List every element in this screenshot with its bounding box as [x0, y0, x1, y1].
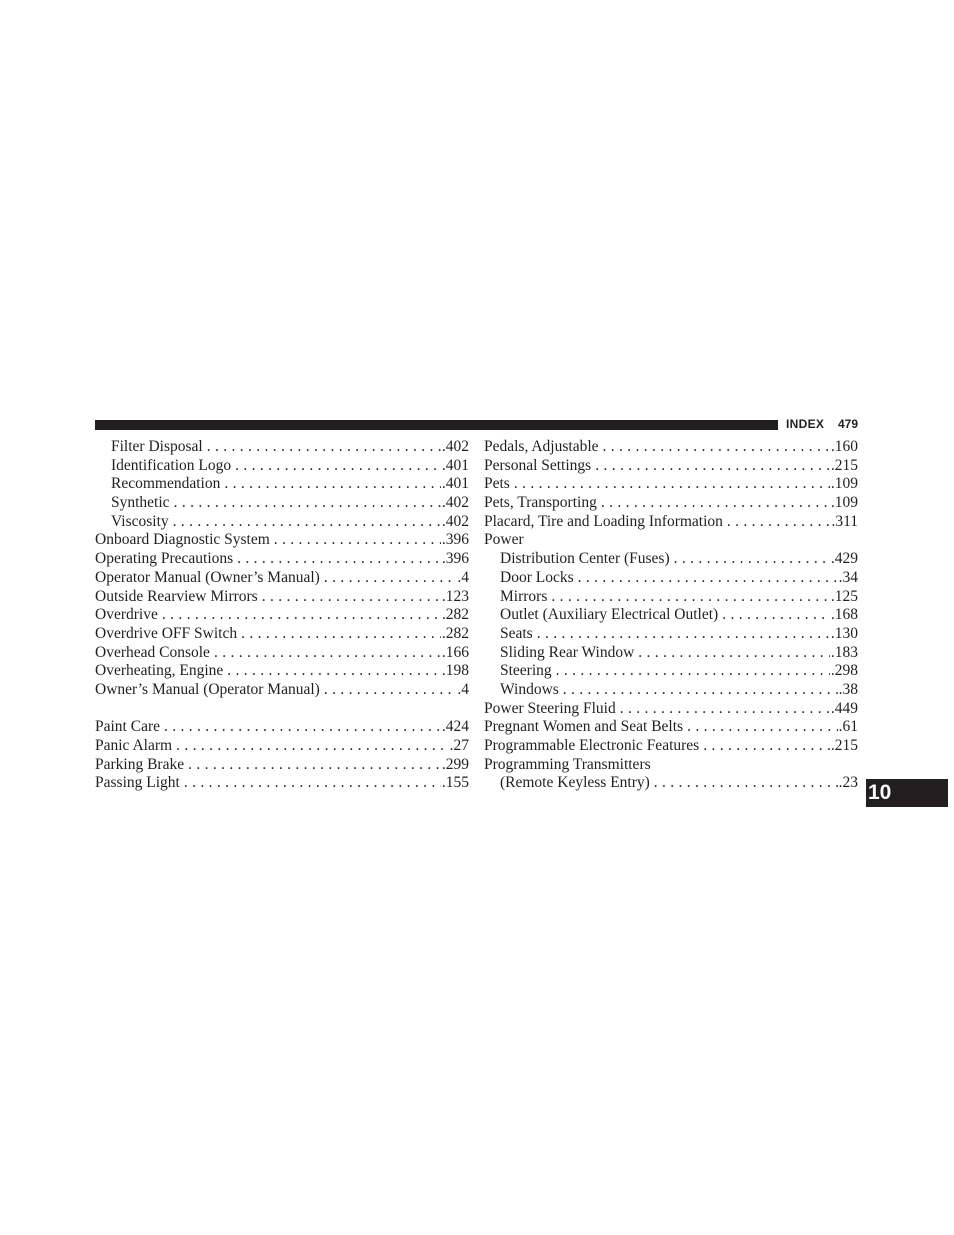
- index-entry-text: Distribution Center (Fuses): [500, 550, 670, 568]
- index-entry-text: Panic Alarm: [95, 737, 173, 754]
- dot-leader: [638, 644, 830, 663]
- index-entry: [484, 737, 858, 756]
- index-entry: [95, 588, 469, 607]
- index-entry-page: .402: [441, 494, 469, 512]
- index-entry: [484, 606, 858, 625]
- dot-leader: [241, 625, 441, 644]
- index-entry-page: .125: [830, 587, 858, 605]
- index-entry-text: Parking Brake: [95, 755, 185, 773]
- dot-leader: [603, 438, 830, 457]
- index-entry-text: Operator Manual (Owner’s Manual): [95, 568, 320, 586]
- index-entry-text: Windows: [500, 680, 559, 698]
- index-entry-page: .215: [830, 456, 858, 474]
- index-entry: [484, 475, 858, 494]
- index-entry: [484, 513, 858, 532]
- index-entry: [95, 606, 469, 625]
- header-rule: [95, 420, 778, 430]
- index-entry-page: .168: [830, 606, 858, 624]
- index-entry-text: (Remote Keyless Entry): [500, 774, 650, 792]
- index-entry-text: Mirrors: [500, 587, 548, 605]
- index-entry-page: .282: [441, 624, 469, 642]
- dot-leader: [563, 681, 838, 700]
- index-entry-page: .123: [441, 587, 469, 605]
- index-entry-text: Synthetic: [111, 494, 170, 512]
- index-entry: [95, 774, 469, 793]
- index-entry: [95, 718, 469, 737]
- index-entry-text: Door Locks: [500, 568, 574, 586]
- dot-leader: [174, 494, 441, 513]
- dot-leader: [620, 700, 830, 719]
- index-entry-page: .23: [838, 774, 858, 792]
- index-entry-page: .402: [441, 512, 469, 530]
- index-entry-page: .401: [441, 456, 469, 474]
- index-entry: [484, 644, 858, 663]
- index-entry-text: Pedals, Adjustable: [484, 438, 599, 455]
- index-entry-text: Recommendation: [111, 475, 221, 493]
- index-entry-page: .130: [830, 624, 858, 642]
- index-entry-text: Paint Care: [95, 718, 160, 736]
- index-entry-text: Placard, Tire and Loading Information: [484, 512, 723, 530]
- index-entry-page: .155: [441, 774, 469, 792]
- section-title: INDEX: [786, 417, 825, 431]
- index-entry-page: .198: [441, 662, 469, 680]
- index-entry: [484, 774, 858, 793]
- dot-leader: [703, 737, 830, 756]
- index-entry: [95, 737, 469, 756]
- index-entry: [484, 681, 858, 700]
- index-entry-text: Overdrive: [95, 606, 158, 624]
- index-entry-text: Steering: [500, 662, 552, 680]
- index-column-right: [484, 438, 858, 793]
- index-entry-page: .401: [441, 475, 469, 493]
- index-entry-text: Power Steering Fluid: [484, 699, 616, 717]
- dot-leader: [274, 531, 441, 550]
- index-entry-page: .34: [838, 568, 858, 586]
- index-entry-page: .396: [441, 550, 469, 568]
- index-entry: [95, 681, 469, 700]
- index-entry: [484, 756, 858, 775]
- index-entry: [95, 438, 469, 457]
- index-entry-page: .429: [830, 550, 858, 568]
- index-entry-text: Passing Light: [95, 774, 180, 792]
- index-entry: [95, 569, 469, 588]
- dot-leader: [162, 606, 441, 625]
- index-entry-text: Filter Disposal: [111, 438, 203, 455]
- index-entry-page: .424: [441, 718, 469, 736]
- index-entry: [95, 494, 469, 513]
- index-entry-text: Operating Precautions: [95, 550, 234, 568]
- dot-leader: [164, 718, 441, 737]
- index-entry-text: Pregnant Women and Seat Belts: [484, 718, 684, 736]
- dot-leader: [556, 662, 830, 681]
- index-entry: [95, 475, 469, 494]
- dot-leader: [595, 457, 830, 476]
- index-entry-page: .4: [457, 568, 469, 586]
- dot-leader: [224, 475, 441, 494]
- dot-leader: [176, 737, 449, 756]
- index-entry-page: .449: [830, 699, 858, 717]
- index-entry-text: Pets: [484, 475, 510, 493]
- index-entry: [484, 438, 858, 457]
- index-entry-text: Programmable Electronic Features: [484, 737, 700, 754]
- dot-leader: [727, 513, 831, 532]
- index-entry: [484, 700, 858, 719]
- dot-leader: [227, 662, 441, 681]
- index-entry-text: Viscosity: [111, 512, 169, 530]
- dot-leader: [654, 774, 838, 793]
- index-entry-page: .282: [441, 606, 469, 624]
- index-entry: [484, 662, 858, 681]
- index-entry-page: .27: [449, 737, 469, 754]
- index-entry-text: Power: [484, 531, 524, 549]
- dot-leader: [262, 588, 441, 607]
- dot-leader: [674, 550, 830, 569]
- index-entry-page: .4: [457, 680, 469, 698]
- index-entry-page: .183: [830, 643, 858, 661]
- index-entry-page: .299: [441, 755, 469, 773]
- index-entry: [484, 718, 858, 737]
- index-entry-page: .109: [830, 494, 858, 512]
- index-entry-text: Pets, Transporting: [484, 494, 597, 512]
- dot-leader: [207, 438, 441, 457]
- index-column-left: [95, 438, 469, 793]
- index-entry-text: Onboard Diagnostic System: [95, 531, 270, 549]
- dot-leader: [324, 569, 457, 588]
- dot-leader: [578, 569, 838, 588]
- index-entry-page: .402: [441, 438, 469, 455]
- dot-leader: [188, 756, 441, 775]
- dot-leader: [514, 475, 830, 494]
- index-entry-text: Overheating, Engine: [95, 662, 224, 680]
- index-entry-text: Overdrive OFF Switch: [95, 624, 238, 642]
- index-entry-page: .215: [830, 737, 858, 754]
- index-entry: [484, 457, 858, 476]
- dot-leader: [687, 718, 838, 737]
- index-entry-text: Personal Settings: [484, 456, 592, 474]
- index-entry: [484, 531, 858, 550]
- index-entry: [95, 550, 469, 569]
- index-entry-page: .166: [441, 643, 469, 661]
- index-entry-page: .396: [441, 531, 469, 549]
- dot-leader: [237, 550, 441, 569]
- index-entry: [484, 550, 858, 569]
- chapter-tab: 10: [866, 779, 948, 807]
- index-entry-text: Identification Logo: [111, 456, 232, 474]
- index-entry-text: Owner’s Manual (Operator Manual): [95, 680, 320, 698]
- index-entry: [95, 513, 469, 532]
- index-entry: [484, 625, 858, 644]
- index-entry: [95, 756, 469, 775]
- dot-leader: [551, 588, 830, 607]
- dot-leader: [235, 457, 441, 476]
- index-entry-page: .61: [838, 718, 858, 736]
- dot-leader: [722, 606, 830, 625]
- index-entry: [95, 644, 469, 663]
- index-entry-text: Outlet (Auxiliary Electrical Outlet): [500, 606, 719, 624]
- index-entry: [484, 569, 858, 588]
- index-entry-page: .311: [831, 512, 858, 530]
- index-entry-page: .38: [838, 680, 858, 698]
- index-entry-page: .160: [830, 438, 858, 455]
- index-entry: [484, 494, 858, 513]
- index-entry-page: .109: [830, 475, 858, 493]
- index-entry-text: Overhead Console: [95, 643, 210, 661]
- dot-leader: [184, 774, 441, 793]
- index-entry: [95, 531, 469, 550]
- index-entry-text: Seats: [500, 624, 533, 642]
- index-entry: [95, 662, 469, 681]
- index-entry: [484, 588, 858, 607]
- index-entry: [95, 457, 469, 476]
- index-entry-page: .298: [830, 662, 858, 680]
- index-entry: [95, 625, 469, 644]
- index-entry-text: Outside Rearview Mirrors: [95, 587, 258, 605]
- dot-leader: [214, 644, 441, 663]
- index-entry-text: Programming Transmitters: [484, 755, 651, 773]
- dot-leader: [324, 681, 457, 700]
- index-entry-text: Sliding Rear Window: [500, 643, 635, 661]
- dot-leader: [173, 513, 441, 532]
- page-number: 479: [838, 417, 859, 431]
- dot-leader: [537, 625, 830, 644]
- dot-leader: [601, 494, 830, 513]
